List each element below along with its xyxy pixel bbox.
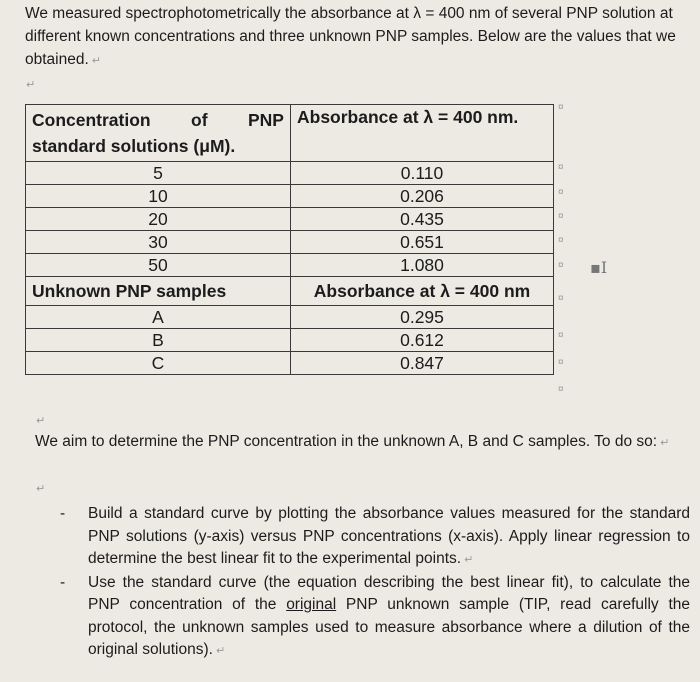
- unknown-header-row: [26, 277, 554, 306]
- sample-cell: B: [26, 329, 291, 352]
- list-dash: -: [60, 505, 66, 522]
- text-cursor-icon: ▪I: [590, 258, 608, 277]
- header-absorbance-text: Absorbance at λ = 400 nm.: [297, 107, 519, 127]
- unknown-absorbance-header-cell: Absorbance at λ = 400 nm: [291, 277, 554, 306]
- aim-paragraph: [35, 430, 695, 455]
- absorbance-table: [25, 104, 554, 375]
- table-header-row: [26, 105, 554, 162]
- cell-mark-icon: ¤: [558, 162, 564, 173]
- header-standard-solutions: standard solutions (μM).: [32, 136, 236, 156]
- cell-mark-icon: ¤: [558, 384, 564, 395]
- step-text-before: Use the standard curve (the equation describing the best linear fit), to calculate the PNP concentration of the: [88, 573, 690, 613]
- table-row: [26, 306, 554, 329]
- cell-mark-icon: ¤: [558, 187, 564, 198]
- absorbance-cell: 1.080: [291, 254, 554, 277]
- cell-mark-icon: ¤: [558, 211, 564, 222]
- table-row: [26, 185, 554, 208]
- instruction-list: [60, 503, 690, 663]
- absorbance-cell: 0.651: [291, 231, 554, 254]
- paragraph-mark-icon: ↵: [91, 55, 101, 67]
- intro-paragraph: [25, 2, 685, 73]
- header-concentration-word: Concentration: [32, 110, 151, 130]
- concentration-cell: 10: [26, 185, 291, 208]
- aim-text: We aim to determine the PNP concentration in the unknown A, B and C samples. To do so:: [35, 433, 658, 450]
- absorbance-cell: 0.110: [291, 162, 554, 185]
- paragraph-mark-icon: ↵: [36, 415, 46, 427]
- cell-mark-icon: ¤: [558, 102, 564, 113]
- header-pnp-word: PNP: [248, 110, 284, 130]
- step-text-after: PNP unknown sample (TIP, read carefully the protocol, the unknown samples used to measure absorbance where a dilution of the original solutions).: [88, 596, 690, 658]
- absorbance-cell: 0.435: [291, 208, 554, 231]
- list-item: [60, 503, 690, 572]
- table-row: [26, 352, 554, 375]
- concentration-cell: 50: [26, 254, 291, 277]
- absorbance-cell: 0.295: [291, 306, 554, 329]
- step-underlined-word: original: [286, 596, 337, 613]
- header-of-word: of: [191, 110, 208, 130]
- absorbance-cell: 0.206: [291, 185, 554, 208]
- table-row: [26, 162, 554, 185]
- step-text: Build a standard curve by plotting the absorbance values measured for the standard PNP solutions (y-axis) versus PNP concentrations (x-axis). Apply linear regression to determine the best linear fit to the experimental points.: [88, 505, 690, 567]
- paragraph-mark-icon: ↵: [215, 645, 226, 657]
- concentration-cell: 20: [26, 208, 291, 231]
- list-dash: -: [60, 573, 66, 591]
- absorbance-cell: 0.847: [291, 352, 554, 375]
- list-item: [60, 572, 690, 663]
- concentration-cell: 30: [26, 231, 291, 254]
- cell-mark-icon: ¤: [558, 330, 564, 341]
- sample-cell: A: [26, 306, 291, 329]
- absorbance-cell: 0.612: [291, 329, 554, 352]
- table-row: [26, 231, 554, 254]
- paragraph-mark-icon: ↵: [26, 79, 36, 91]
- cell-mark-icon: ¤: [558, 260, 564, 271]
- cell-mark-icon: ¤: [558, 357, 564, 368]
- intro-text: We measured spectrophotometrically the absorbance at λ = 400 nm of several PNP solution at different known concentrations and three unknown PNP samples. Below are the values that we obtained.: [25, 5, 676, 68]
- unknown-samples-header-cell: Unknown PNP samples: [26, 277, 291, 306]
- table-row: [26, 329, 554, 352]
- table-row: [26, 208, 554, 231]
- cell-mark-icon: ¤: [558, 235, 564, 246]
- paragraph-mark-icon: ↵: [660, 437, 670, 449]
- paragraph-mark-icon: ↵: [464, 554, 474, 566]
- concentration-cell: 5: [26, 162, 291, 185]
- header-absorbance-cell: [291, 105, 554, 162]
- sample-cell: C: [26, 352, 291, 375]
- cell-mark-icon: ¤: [558, 293, 564, 304]
- paragraph-mark-icon: ↵: [36, 483, 46, 495]
- table-row: [26, 254, 554, 277]
- header-concentration-cell: [26, 105, 291, 162]
